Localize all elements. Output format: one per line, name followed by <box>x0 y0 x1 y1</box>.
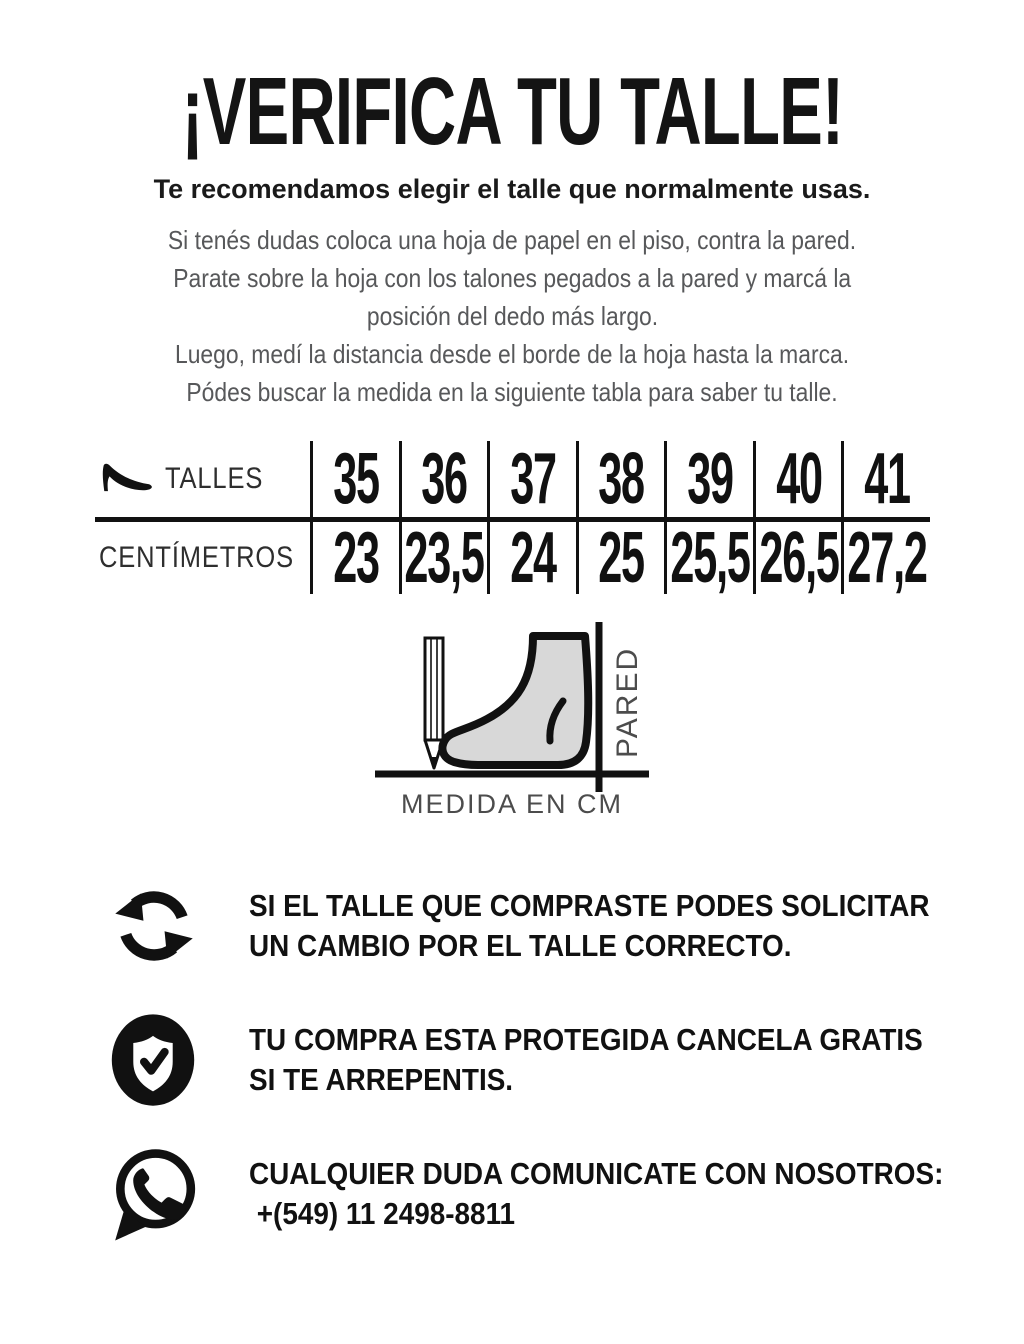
instruction-line: posición del dedo más largo. <box>366 301 658 331</box>
instruction-line: Luego, medí la distancia desde el borde de la hoja hasta la marca. <box>174 339 850 369</box>
contact-info-text: CUALQUIER DUDA COMUNICATE CON NOSOTROS: +(549) 11 2498-8811 <box>249 1154 1021 1234</box>
cm-cell: 23,5 <box>399 522 488 594</box>
shield-check-icon <box>110 1012 205 1108</box>
centimetros-header-cell <box>95 541 310 575</box>
exchange-info-item <box>110 876 1024 976</box>
exchange-info-text: SI EL TALLE QUE COMPRASTE PODES SOLICITAR UN CAMBIO POR EL TALLE CORRECTO. <box>249 888 930 963</box>
cm-cell: 25,5 <box>664 522 753 594</box>
cm-cell: 23 <box>310 522 399 594</box>
cm-cell: 25 <box>576 522 665 594</box>
page-title-text: ¡VERIFICA TU TALLE! <box>181 58 843 165</box>
page-subtitle: Te recomendamos elegir el talle que normalmente usas. <box>153 174 871 204</box>
protection-info-item <box>110 1010 1024 1110</box>
cm-cell: 24 <box>487 522 576 594</box>
instruction-line: Parate sobre la hoja con los talones pegados a la pared y marcá la <box>173 263 851 293</box>
talles-label: TALLES <box>165 462 264 495</box>
size-guide-infographic <box>0 58 1024 1344</box>
foot-diagram-graphic <box>337 608 687 826</box>
table-row-centimetros <box>95 522 930 594</box>
instruction-line: Pódes buscar la medida en la siguiente tabla para saber tu talle. <box>186 377 838 407</box>
size-table <box>95 441 930 594</box>
size-cell: 35 <box>310 441 399 517</box>
high-heel-shoe-icon <box>99 458 157 500</box>
table-row-talles <box>95 441 930 522</box>
size-cell: 38 <box>576 441 665 517</box>
centimetros-label: CENTÍMETROS <box>99 541 294 574</box>
diagram-caption: MEDIDA EN CM <box>400 789 624 819</box>
whatsapp-icon <box>110 1144 205 1244</box>
size-cell: 40 <box>753 441 842 517</box>
size-cell: 39 <box>664 441 753 517</box>
page-title <box>0 58 1024 165</box>
size-cell: 41 <box>841 441 930 517</box>
foot-measuring-diagram <box>0 608 1024 826</box>
wall-label: PARED <box>611 646 644 758</box>
size-cell: 36 <box>399 441 488 517</box>
foot-icon <box>442 636 588 765</box>
talles-header-cell <box>95 458 310 500</box>
contact-info-item <box>110 1144 1024 1244</box>
protection-info-text: TU COMPRA ESTA PROTEGIDA CANCELA GRATIS SI TE ARREPENTIS. <box>249 1022 923 1097</box>
measurement-instructions <box>0 221 1024 411</box>
cm-cell: 27,2 <box>841 522 930 594</box>
cm-cell: 26,5 <box>753 522 842 594</box>
size-cell: 37 <box>487 441 576 517</box>
exchange-arrows-icon <box>110 882 205 970</box>
info-section <box>0 876 1024 1244</box>
instruction-line: Si tenés dudas coloca una hoja de papel en el piso, contra la pared. <box>167 225 857 255</box>
phone-number: +(549) 11 2498-8811 <box>249 1196 516 1231</box>
